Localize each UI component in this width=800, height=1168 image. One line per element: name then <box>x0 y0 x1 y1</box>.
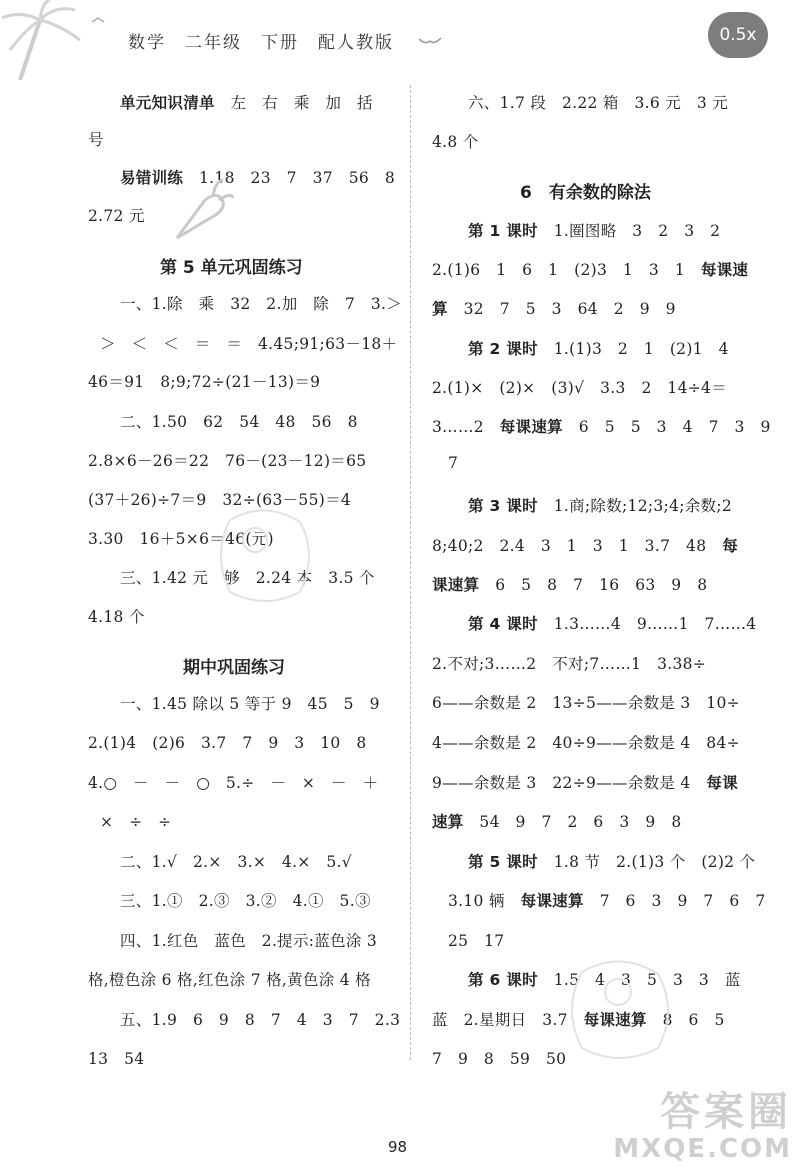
answer-line: 3.10 辆 每课速算 7 6 3 9 7 6 7 <box>448 892 766 910</box>
carrot-icon <box>165 178 235 248</box>
answer-line: 四、1.红色 蓝色 2.提示:蓝色涂 3 <box>120 932 378 950</box>
column-divider <box>410 85 411 1060</box>
answer-line: 4.○ － － ○ 5.÷ － × － ＋ <box>88 774 379 792</box>
section-title: 第 5 单元巩固练习 <box>160 258 303 278</box>
answer-line: 3.30 16＋5×6＝46(元) <box>88 530 274 548</box>
answer-line: 一、1.45 除以 5 等于 9 45 5 9 <box>120 695 380 713</box>
answer-line: 13 54 <box>88 1050 145 1068</box>
answer-line: 算 32 7 5 3 64 2 9 9 <box>432 300 676 318</box>
answer-line: 2.72 元 <box>88 207 145 225</box>
answer-line: 课速算 6 5 8 7 16 63 9 8 <box>432 576 708 594</box>
answer-line: 单元知识清单 左 右 乘 加 括 <box>120 94 373 112</box>
page-header <box>0 0 800 80</box>
answer-line: 第 4 课时 1.3……4 9……1 7……4 <box>468 615 757 633</box>
answer-line: 第 1 课时 1.圈图略 3 2 3 2 <box>468 222 721 240</box>
answer-line: 三、1.42 元 够 2.24 本 3.5 个 <box>120 569 375 587</box>
answer-line: 第 5 课时 1.8 节 2.(1)3 个 (2)2 个 <box>468 853 756 871</box>
answer-line: 格,橙色涂 6 格,红色涂 7 格,黄色涂 4 格 <box>88 971 371 989</box>
answer-line: 一、1.除 乘 32 2.加 除 7 3.＞ <box>120 295 403 313</box>
answer-line: 六、1.7 段 2.22 箱 3.6 元 3 元 <box>468 94 729 112</box>
answer-line: 7 9 8 59 50 <box>432 1050 567 1068</box>
answer-line: 9——余数是 3 22÷9——余数是 4 每课 <box>432 774 738 792</box>
answer-line: 7 <box>448 454 459 472</box>
stamp-watermark-icon <box>210 500 320 610</box>
answer-line: ＞ ＜ ＜ ＝ ＝ 4.45;91;63－18＋ <box>100 335 398 353</box>
answer-line: 三、1.① 2.③ 3.② 4.① 5.③ <box>120 892 371 910</box>
answer-line: (37＋26)÷7＝9 32÷(63－55)＝4 <box>88 491 352 509</box>
answer-line: 4.18 个 <box>88 608 145 626</box>
answer-line: 第 6 课时 1.5 4 3 5 3 3 蓝 <box>468 971 741 989</box>
answer-line: 二、1.√ 2.× 3.× 4.× 5.√ <box>120 853 352 871</box>
answer-line: 4——余数是 2 40÷9——余数是 4 84÷ <box>432 734 740 752</box>
answer-line: 25 17 <box>448 932 505 950</box>
answer-line: 二、1.50 62 54 48 56 8 <box>120 413 358 431</box>
answer-line: 第 2 课时 1.(1)3 2 1 (2)1 4 <box>468 340 729 358</box>
answer-line: 3……2 每课速算 6 5 5 3 4 7 3 9 <box>432 418 771 436</box>
site-watermark: 答案圈 MXQE.COM <box>613 1089 792 1164</box>
palm-tree-icon <box>0 0 120 80</box>
section-title: 6 有余数的除法 <box>520 183 651 203</box>
section-title: 期中巩固练习 <box>183 658 285 678</box>
answer-line: 8;40;2 2.4 3 1 3 1 3.7 48 每 <box>432 537 738 555</box>
answer-line: × ÷ ÷ <box>100 813 172 831</box>
stamp-watermark-icon <box>560 950 680 1070</box>
answer-line: 蓝 2.星期日 3.7 每课速算 8 6 5 <box>432 1011 725 1029</box>
answer-line: 6——余数是 2 13÷5——余数是 3 10÷ <box>432 694 740 712</box>
zoom-level-badge[interactable]: 0.5x <box>708 12 768 58</box>
answer-line: 易错训练 1.18 23 7 37 56 8 <box>120 169 396 187</box>
answer-line: 速算 54 9 7 2 6 3 9 8 <box>432 813 682 831</box>
book-title: 数学 二年级 下册 配人教版 <box>128 33 394 53</box>
answer-line: 五、1.9 6 9 8 7 4 3 7 2.3 <box>120 1011 401 1029</box>
page-number: 98 <box>388 1138 408 1156</box>
answer-line: 2.(1)6 1 6 1 (2)3 1 3 1 每课速 <box>432 261 749 279</box>
answer-line: 2.(1)4 (2)6 3.7 7 9 3 10 8 <box>88 734 367 752</box>
answer-line: 2.8×6－26＝22 76－(23－12)＝65 <box>88 452 367 470</box>
answer-line: 2.(1)× (2)× (3)√ 3.3 2 14÷4＝ <box>432 379 727 397</box>
bird-icon <box>418 36 442 46</box>
answer-line: 46＝91 8;9;72÷(21－13)＝9 <box>88 373 321 391</box>
answer-line: 2.不对;3……2 不对;7……1 3.38÷ <box>432 655 707 673</box>
answer-line: 第 3 课时 1.商;除数;12;3;4;余数;2 <box>468 497 733 515</box>
answer-line: 4.8 个 <box>432 133 479 151</box>
answer-line: 号 <box>88 131 104 149</box>
